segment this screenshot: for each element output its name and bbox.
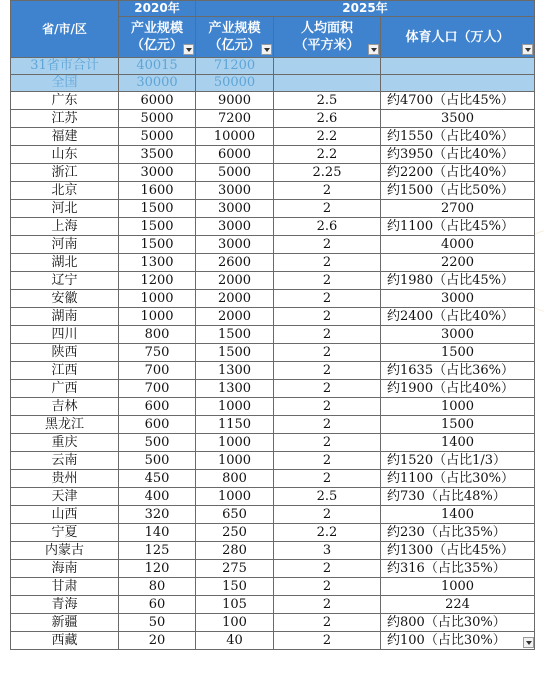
table-row[interactable] bbox=[11, 416, 535, 434]
cell-scale2025[interactable]: 1500 bbox=[196, 326, 274, 344]
cell-population[interactable] bbox=[381, 75, 535, 92]
summary-row[interactable] bbox=[11, 58, 535, 75]
table-row[interactable] bbox=[11, 380, 535, 398]
cell-area[interactable]: 2.5 bbox=[274, 488, 381, 506]
cell-area[interactable]: 2.5 bbox=[274, 92, 381, 110]
table-row[interactable] bbox=[11, 524, 535, 542]
cell-area[interactable]: 2 bbox=[274, 200, 381, 218]
cell-region[interactable]: 辽宁 bbox=[11, 272, 119, 290]
cell-population[interactable]: 1000 bbox=[381, 398, 535, 416]
cell-scale2020[interactable]: 1500 bbox=[119, 218, 196, 236]
cell-region[interactable]: 吉林 bbox=[11, 398, 119, 416]
cell-region[interactable]: 天津 bbox=[11, 488, 119, 506]
cell-population[interactable]: 约100（占比30%） bbox=[381, 632, 535, 650]
cell-area[interactable]: 2.2 bbox=[274, 524, 381, 542]
filter-dropdown-region-button[interactable] bbox=[523, 637, 534, 648]
cell-scale2025[interactable]: 1000 bbox=[196, 398, 274, 416]
cell-population[interactable]: 约230（占比35%） bbox=[381, 524, 535, 542]
cell-scale2025[interactable]: 6000 bbox=[196, 146, 274, 164]
cell-scale2020[interactable]: 5000 bbox=[119, 110, 196, 128]
cell-area[interactable] bbox=[274, 58, 381, 75]
cell-area[interactable]: 2 bbox=[274, 452, 381, 470]
cell-scale2025[interactable]: 1300 bbox=[196, 362, 274, 380]
cell-scale2025[interactable]: 1500 bbox=[196, 344, 274, 362]
cell-scale2020[interactable]: 750 bbox=[119, 344, 196, 362]
table-row[interactable] bbox=[11, 128, 535, 146]
header-region-label: 省/市/区 bbox=[42, 21, 87, 36]
table-row[interactable] bbox=[11, 200, 535, 218]
table-row[interactable] bbox=[11, 578, 535, 596]
filter-dropdown-area-button[interactable] bbox=[368, 44, 379, 55]
cell-area[interactable]: 2 bbox=[274, 308, 381, 326]
cell-area[interactable]: 2 bbox=[274, 632, 381, 650]
cell-region[interactable]: 31省市合计 bbox=[11, 58, 119, 75]
cell-population[interactable]: 约730（占比48%） bbox=[381, 488, 535, 506]
table-row[interactable] bbox=[11, 596, 535, 614]
cell-scale2025[interactable]: 71200 bbox=[196, 58, 274, 75]
cell-scale2020[interactable]: 700 bbox=[119, 362, 196, 380]
cell-population[interactable]: 约1900（占比40%） bbox=[381, 380, 535, 398]
header-population: 体育人口（万人） bbox=[381, 17, 535, 58]
summary-row[interactable] bbox=[11, 75, 535, 92]
cell-scale2020[interactable]: 80 bbox=[119, 578, 196, 596]
cell-region[interactable]: 青海 bbox=[11, 596, 119, 614]
cell-region[interactable]: 北京 bbox=[11, 182, 119, 200]
cell-population[interactable]: 1000 bbox=[381, 578, 535, 596]
cell-region[interactable]: 山东 bbox=[11, 146, 119, 164]
table-row[interactable] bbox=[11, 362, 535, 380]
cell-scale2025[interactable]: 3000 bbox=[196, 218, 274, 236]
cell-region[interactable]: 宁夏 bbox=[11, 524, 119, 542]
cell-scale2025[interactable]: 150 bbox=[196, 578, 274, 596]
cell-scale2025[interactable]: 1000 bbox=[196, 488, 274, 506]
cell-population[interactable]: 2200 bbox=[381, 254, 535, 272]
filter-dropdown-population-button[interactable] bbox=[522, 44, 533, 55]
cell-scale2025[interactable]: 2600 bbox=[196, 254, 274, 272]
cell-region[interactable]: 黑龙江 bbox=[11, 416, 119, 434]
cell-population[interactable]: 约316（占比35%） bbox=[381, 560, 535, 578]
cell-scale2025[interactable]: 1000 bbox=[196, 434, 274, 452]
cell-region[interactable]: 广西 bbox=[11, 380, 119, 398]
cell-scale2025[interactable]: 2000 bbox=[196, 290, 274, 308]
cell-area[interactable]: 2.25 bbox=[274, 164, 381, 182]
cell-region[interactable]: 全国 bbox=[11, 75, 119, 92]
cell-scale2020[interactable]: 1500 bbox=[119, 236, 196, 254]
cell-region[interactable]: 甘肃 bbox=[11, 578, 119, 596]
cell-population[interactable]: 约3950（占比40%） bbox=[381, 146, 535, 164]
cell-scale2020[interactable]: 5000 bbox=[119, 128, 196, 146]
cell-population[interactable]: 约1100（占比30%） bbox=[381, 470, 535, 488]
cell-scale2025[interactable]: 250 bbox=[196, 524, 274, 542]
table-body bbox=[11, 58, 535, 650]
table-row[interactable] bbox=[11, 614, 535, 632]
cell-population[interactable]: 4000 bbox=[381, 236, 535, 254]
cell-region[interactable]: 广东 bbox=[11, 92, 119, 110]
cell-population[interactable]: 3500 bbox=[381, 110, 535, 128]
cell-scale2025[interactable]: 50000 bbox=[196, 75, 274, 92]
cell-scale2020[interactable]: 400 bbox=[119, 488, 196, 506]
cell-scale2025[interactable]: 1300 bbox=[196, 380, 274, 398]
cell-population[interactable]: 约1100（占比45%） bbox=[381, 218, 535, 236]
cell-scale2020[interactable]: 60 bbox=[119, 596, 196, 614]
cell-scale2025[interactable]: 100 bbox=[196, 614, 274, 632]
cell-area[interactable] bbox=[274, 75, 381, 92]
header-scale-2025: 产业规模 （亿元） bbox=[196, 17, 274, 58]
header-year-2020: 2020年 bbox=[119, 1, 196, 17]
cell-region[interactable]: 海南 bbox=[11, 560, 119, 578]
cell-region[interactable]: 山西 bbox=[11, 506, 119, 524]
table-row[interactable] bbox=[11, 506, 535, 524]
cell-population[interactable]: 约2200（占比40%） bbox=[381, 164, 535, 182]
table-row[interactable] bbox=[11, 398, 535, 416]
cell-population[interactable]: 1500 bbox=[381, 416, 535, 434]
cell-scale2025[interactable]: 9000 bbox=[196, 92, 274, 110]
cell-scale2020[interactable]: 450 bbox=[119, 470, 196, 488]
cell-scale2025[interactable]: 3000 bbox=[196, 200, 274, 218]
cell-scale2025[interactable]: 650 bbox=[196, 506, 274, 524]
cell-scale2025[interactable]: 2000 bbox=[196, 272, 274, 290]
table-row[interactable] bbox=[11, 272, 535, 290]
cell-scale2025[interactable]: 275 bbox=[196, 560, 274, 578]
cell-population[interactable]: 3000 bbox=[381, 290, 535, 308]
header-region bbox=[11, 1, 119, 58]
table-row[interactable] bbox=[11, 164, 535, 182]
cell-population[interactable]: 约1520（占比1/3） bbox=[381, 452, 535, 470]
cell-region[interactable]: 云南 bbox=[11, 452, 119, 470]
table-row[interactable] bbox=[11, 182, 535, 200]
cell-population[interactable] bbox=[381, 58, 535, 75]
cell-area[interactable]: 2 bbox=[274, 380, 381, 398]
cell-scale2025[interactable]: 3000 bbox=[196, 236, 274, 254]
header-year-2025: 2025年 bbox=[196, 1, 535, 17]
cell-scale2020[interactable]: 600 bbox=[119, 416, 196, 434]
table-row[interactable] bbox=[11, 236, 535, 254]
cell-area[interactable]: 3 bbox=[274, 542, 381, 560]
cell-scale2020[interactable]: 3000 bbox=[119, 164, 196, 182]
cell-scale2025[interactable]: 10000 bbox=[196, 128, 274, 146]
cell-scale2020[interactable]: 140 bbox=[119, 524, 196, 542]
cell-region[interactable]: 重庆 bbox=[11, 434, 119, 452]
cell-area[interactable]: 2.2 bbox=[274, 146, 381, 164]
cell-scale2020[interactable]: 20 bbox=[119, 632, 196, 650]
cell-scale2020[interactable]: 700 bbox=[119, 380, 196, 398]
cell-region[interactable]: 西藏 bbox=[11, 632, 119, 650]
cell-scale2020[interactable]: 1000 bbox=[119, 290, 196, 308]
table-row[interactable] bbox=[11, 92, 535, 110]
table-row[interactable] bbox=[11, 110, 535, 128]
cell-scale2020[interactable]: 50 bbox=[119, 614, 196, 632]
header-scale-2020: 产业规模 （亿元） bbox=[119, 17, 196, 58]
cell-scale2020[interactable]: 6000 bbox=[119, 92, 196, 110]
cell-region[interactable]: 江苏 bbox=[11, 110, 119, 128]
cell-scale2025[interactable]: 7200 bbox=[196, 110, 274, 128]
cell-area[interactable]: 2 bbox=[274, 182, 381, 200]
filter-dropdown-scale2025-button[interactable] bbox=[261, 44, 272, 55]
table-row[interactable] bbox=[11, 488, 535, 506]
cell-region[interactable]: 四川 bbox=[11, 326, 119, 344]
cell-area[interactable]: 2 bbox=[274, 326, 381, 344]
cell-scale2025[interactable]: 3000 bbox=[196, 182, 274, 200]
table-row[interactable] bbox=[11, 146, 535, 164]
cell-region[interactable]: 新疆 bbox=[11, 614, 119, 632]
cell-population[interactable]: 约800（占比30%） bbox=[381, 614, 535, 632]
cell-scale2020[interactable]: 1300 bbox=[119, 254, 196, 272]
cell-population[interactable]: 约1550（占比40%） bbox=[381, 128, 535, 146]
table-row[interactable] bbox=[11, 560, 535, 578]
cell-population[interactable]: 1500 bbox=[381, 344, 535, 362]
cell-region[interactable]: 上海 bbox=[11, 218, 119, 236]
table-row[interactable] bbox=[11, 254, 535, 272]
cell-area[interactable]: 2.2 bbox=[274, 128, 381, 146]
cell-scale2020[interactable]: 500 bbox=[119, 452, 196, 470]
table-row[interactable] bbox=[11, 434, 535, 452]
cell-area[interactable]: 2 bbox=[274, 344, 381, 362]
table-row[interactable] bbox=[11, 470, 535, 488]
cell-scale2020[interactable]: 500 bbox=[119, 434, 196, 452]
cell-scale2020[interactable]: 3500 bbox=[119, 146, 196, 164]
cell-area[interactable]: 2.6 bbox=[274, 110, 381, 128]
cell-region[interactable]: 浙江 bbox=[11, 164, 119, 182]
cell-region[interactable]: 陕西 bbox=[11, 344, 119, 362]
cell-region[interactable]: 江西 bbox=[11, 362, 119, 380]
cell-area[interactable]: 2.6 bbox=[274, 218, 381, 236]
table-row[interactable] bbox=[11, 326, 535, 344]
cell-population[interactable]: 1400 bbox=[381, 506, 535, 524]
cell-area[interactable]: 2 bbox=[274, 236, 381, 254]
cell-area[interactable]: 2 bbox=[274, 434, 381, 452]
cell-area[interactable]: 2 bbox=[274, 398, 381, 416]
cell-scale2020[interactable]: 1000 bbox=[119, 308, 196, 326]
cell-scale2025[interactable]: 5000 bbox=[196, 164, 274, 182]
cell-population[interactable]: 约1635（占比36%） bbox=[381, 362, 535, 380]
table-row[interactable] bbox=[11, 632, 535, 650]
cell-population[interactable]: 224 bbox=[381, 596, 535, 614]
cell-scale2025[interactable]: 40 bbox=[196, 632, 274, 650]
cell-scale2020[interactable]: 30000 bbox=[119, 75, 196, 92]
cell-population[interactable]: 约2400（占比40%） bbox=[381, 308, 535, 326]
cell-scale2020[interactable]: 40015 bbox=[119, 58, 196, 75]
cell-area[interactable]: 2 bbox=[274, 470, 381, 488]
cell-population[interactable]: 1400 bbox=[381, 434, 535, 452]
cell-population[interactable]: 约1300（占比45%） bbox=[381, 542, 535, 560]
cell-population[interactable]: 3000 bbox=[381, 326, 535, 344]
cell-scale2020[interactable]: 125 bbox=[119, 542, 196, 560]
table-row[interactable] bbox=[11, 452, 535, 470]
cell-area[interactable]: 2 bbox=[274, 290, 381, 308]
table-row[interactable] bbox=[11, 290, 535, 308]
cell-area[interactable]: 2 bbox=[274, 362, 381, 380]
table-row[interactable] bbox=[11, 308, 535, 326]
cell-scale2025[interactable]: 280 bbox=[196, 542, 274, 560]
cell-region[interactable]: 湖南 bbox=[11, 308, 119, 326]
cell-area[interactable]: 2 bbox=[274, 560, 381, 578]
cell-scale2025[interactable]: 800 bbox=[196, 470, 274, 488]
cell-scale2020[interactable]: 1500 bbox=[119, 200, 196, 218]
cell-population[interactable]: 约1500（占比50%） bbox=[381, 182, 535, 200]
header-area: 人均面积 （平方米） bbox=[274, 17, 381, 58]
cell-region[interactable]: 湖北 bbox=[11, 254, 119, 272]
cell-area[interactable]: 2 bbox=[274, 254, 381, 272]
cell-scale2020[interactable]: 1200 bbox=[119, 272, 196, 290]
cell-scale2025[interactable]: 2000 bbox=[196, 308, 274, 326]
cell-area[interactable]: 2 bbox=[274, 578, 381, 596]
cell-scale2025[interactable]: 1150 bbox=[196, 416, 274, 434]
cell-population[interactable]: 2700 bbox=[381, 200, 535, 218]
cell-region[interactable]: 河北 bbox=[11, 200, 119, 218]
cell-area[interactable]: 2 bbox=[274, 506, 381, 524]
cell-area[interactable]: 2 bbox=[274, 416, 381, 434]
cell-region[interactable]: 河南 bbox=[11, 236, 119, 254]
sports-industry-table bbox=[10, 0, 535, 650]
cell-area[interactable]: 2 bbox=[274, 272, 381, 290]
cell-area[interactable]: 2 bbox=[274, 596, 381, 614]
cell-scale2020[interactable]: 1600 bbox=[119, 182, 196, 200]
cell-region[interactable]: 福建 bbox=[11, 128, 119, 146]
cell-scale2025[interactable]: 1000 bbox=[196, 452, 274, 470]
table-row[interactable] bbox=[11, 344, 535, 362]
cell-scale2020[interactable]: 320 bbox=[119, 506, 196, 524]
cell-population[interactable]: 约1980（占比45%） bbox=[381, 272, 535, 290]
filter-dropdown-scale2020-button[interactable] bbox=[183, 44, 194, 55]
cell-area[interactable]: 2 bbox=[274, 614, 381, 632]
cell-scale2020[interactable]: 800 bbox=[119, 326, 196, 344]
cell-region[interactable]: 安徽 bbox=[11, 290, 119, 308]
cell-region[interactable]: 内蒙古 bbox=[11, 542, 119, 560]
cell-scale2020[interactable]: 600 bbox=[119, 398, 196, 416]
table-row[interactable] bbox=[11, 542, 535, 560]
cell-scale2020[interactable]: 120 bbox=[119, 560, 196, 578]
cell-scale2025[interactable]: 105 bbox=[196, 596, 274, 614]
table-row[interactable] bbox=[11, 218, 535, 236]
cell-region[interactable]: 贵州 bbox=[11, 470, 119, 488]
cell-population[interactable]: 约4700（占比45%） bbox=[381, 92, 535, 110]
